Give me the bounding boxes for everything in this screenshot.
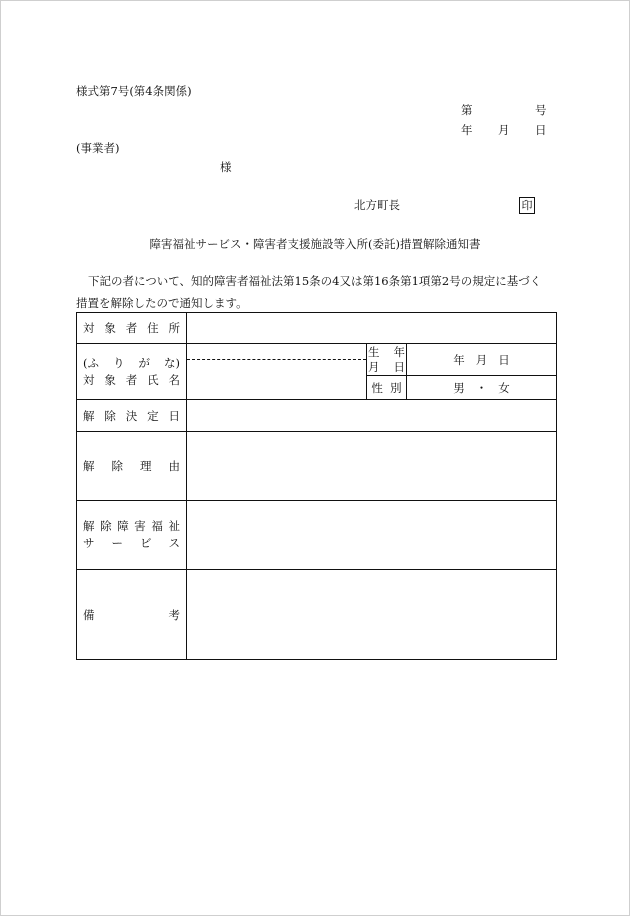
decision-date-label: 解 除 決 定 日: [77, 400, 187, 432]
reason-label: 解 除 理 由: [77, 432, 187, 501]
row-decision-date: [77, 400, 557, 432]
address-field[interactable]: [187, 313, 557, 344]
recipient-label: (事業者): [76, 141, 120, 155]
row-address: [77, 313, 557, 344]
address-label: 対 象 者 住 所: [77, 313, 187, 344]
notice-line-1: 下記の者について、知的障害者福祉法第15条の4又は第16条第1項第2号の規定に基づく: [88, 274, 542, 288]
furigana-divider: [187, 359, 366, 360]
date-day: 日: [535, 123, 547, 137]
document-title: 障害福祉サービス・障害者支援施設等入所(委託)措置解除通知書: [149, 237, 481, 251]
remarks-field[interactable]: [187, 570, 557, 660]
date-year: 年: [461, 123, 473, 137]
recipient-honorific: 様: [220, 160, 232, 174]
furigana-label: (ふ り が な): [83, 355, 180, 370]
name-label: [77, 344, 187, 400]
birth-label: 生 年 月 日: [368, 344, 405, 374]
reason-field[interactable]: [187, 432, 557, 501]
notice-line-2: 措置を解除したので通知します。: [76, 296, 248, 310]
service-field[interactable]: [187, 501, 557, 570]
name-label-text: 対 象 者 氏 名: [83, 372, 180, 387]
notice-body: [76, 270, 558, 314]
doc-number-suffix: 号: [535, 103, 547, 117]
name-field[interactable]: [187, 344, 367, 400]
row-service: [77, 501, 557, 570]
birth-date-field[interactable]: 年 月 日: [407, 344, 557, 376]
row-remarks: [77, 570, 557, 660]
sex-label: 性 別: [367, 376, 407, 400]
notice-form-table: [76, 312, 557, 660]
sex-field[interactable]: 男 ・ 女: [407, 376, 557, 400]
decision-date-field[interactable]: [187, 400, 557, 432]
service-label: 解 除 障 害 福 祉 サ ー ビ ス: [77, 501, 187, 570]
form-number: 様式第7号(第4条関係): [76, 84, 192, 98]
sender-name: 北方町長: [354, 198, 400, 212]
row-name-top: [77, 344, 557, 376]
doc-number-prefix: 第: [461, 103, 473, 117]
date-month: 月: [498, 123, 510, 137]
seal-mark: 印: [519, 197, 535, 214]
remarks-label: 備 考: [77, 570, 187, 660]
row-reason: [77, 432, 557, 501]
